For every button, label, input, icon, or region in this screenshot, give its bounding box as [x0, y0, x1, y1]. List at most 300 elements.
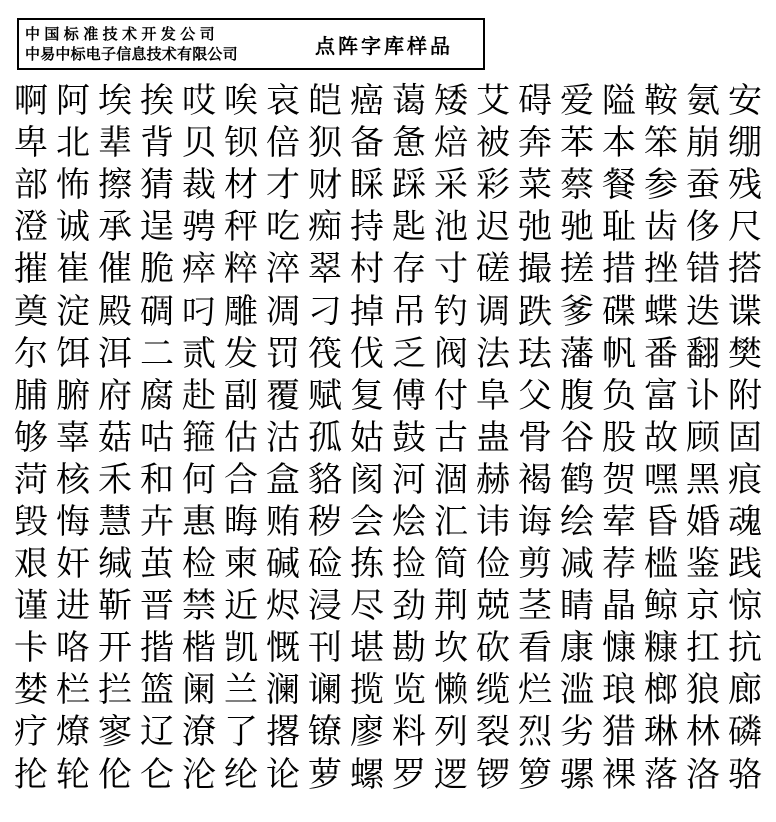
glyph: 痴 [308, 207, 342, 248]
glyph: 翠 [308, 249, 342, 290]
glyph: 诲 [518, 501, 552, 542]
glyph: 仑 [140, 754, 174, 795]
glyph: 勘 [392, 628, 426, 669]
glyph: 催 [98, 249, 132, 290]
glyph: 骆 [728, 754, 762, 795]
glyph: 复 [350, 375, 384, 416]
glyph: 楷 [182, 628, 216, 669]
glyph: 惊 [728, 586, 762, 627]
char-row [10, 459, 766, 501]
glyph: 北 [56, 123, 90, 164]
glyph: 古 [434, 417, 468, 458]
glyph: 搭 [728, 249, 762, 290]
glyph: 篮 [140, 670, 174, 711]
glyph: 挨 [140, 81, 174, 122]
glyph: 故 [644, 417, 678, 458]
glyph: 寸 [434, 249, 468, 290]
glyph: 错 [686, 249, 720, 290]
glyph: 箍 [182, 417, 216, 458]
glyph: 蚕 [686, 165, 720, 206]
glyph: 茧 [140, 544, 174, 585]
glyph: 燎 [56, 712, 90, 753]
glyph: 菏 [14, 459, 48, 500]
glyph: 硷 [308, 544, 342, 585]
header-box [17, 18, 485, 70]
character-grid [10, 80, 766, 796]
glyph: 癌 [350, 81, 384, 122]
glyph: 堪 [350, 628, 384, 669]
glyph: 揩 [140, 628, 174, 669]
char-row [10, 417, 766, 459]
glyph: 澜 [266, 670, 300, 711]
glyph: 落 [644, 754, 678, 795]
glyph: 腐 [140, 375, 174, 416]
glyph: 嘿 [644, 459, 678, 500]
glyph: 拣 [350, 544, 384, 585]
glyph: 缆 [476, 670, 510, 711]
glyph: 才 [266, 165, 300, 206]
glyph: 蔡 [560, 165, 594, 206]
glyph: 砍 [476, 628, 510, 669]
glyph: 残 [728, 165, 762, 206]
glyph: 阂 [350, 459, 384, 500]
glyph: 汇 [434, 501, 468, 542]
glyph: 番 [644, 333, 678, 374]
glyph: 骡 [560, 754, 594, 795]
glyph: 瘁 [182, 249, 216, 290]
glyph: 咕 [140, 417, 174, 458]
glyph: 坎 [434, 628, 468, 669]
glyph: 逞 [140, 207, 174, 248]
glyph: 靳 [98, 586, 132, 627]
glyph: 兰 [224, 670, 258, 711]
glyph: 备 [350, 123, 384, 164]
glyph: 磷 [728, 712, 762, 753]
glyph: 蝶 [644, 291, 678, 332]
glyph: 览 [392, 670, 426, 711]
glyph: 烂 [518, 670, 552, 711]
glyph: 辈 [98, 123, 132, 164]
glyph: 栏 [56, 670, 90, 711]
glyph: 萝 [308, 754, 342, 795]
glyph: 柬 [224, 544, 258, 585]
glyph: 雕 [224, 291, 258, 332]
glyph: 吊 [392, 291, 426, 332]
char-row [10, 164, 766, 206]
glyph: 辽 [140, 712, 174, 753]
glyph: 附 [728, 375, 762, 416]
glyph: 樊 [728, 333, 762, 374]
glyph: 钓 [434, 291, 468, 332]
glyph: 慷 [602, 628, 636, 669]
glyph: 近 [224, 586, 258, 627]
char-row [10, 627, 766, 669]
glyph: 懒 [434, 670, 468, 711]
glyph: 凯 [224, 628, 258, 669]
glyph: 伐 [350, 333, 384, 374]
glyph: 蛊 [476, 417, 510, 458]
glyph: 翻 [686, 333, 720, 374]
glyph: 榔 [644, 670, 678, 711]
glyph: 讣 [686, 375, 720, 416]
glyph: 材 [224, 165, 258, 206]
glyph: 安 [728, 81, 762, 122]
glyph: 澄 [14, 207, 48, 248]
char-row [10, 585, 766, 627]
glyph: 吃 [266, 207, 300, 248]
glyph: 奠 [14, 291, 48, 332]
glyph: 沽 [266, 417, 300, 458]
glyph: 猎 [602, 712, 636, 753]
glyph: 婚 [686, 501, 720, 542]
glyph: 洱 [98, 333, 132, 374]
glyph: 慨 [266, 628, 300, 669]
char-row [10, 501, 766, 543]
glyph: 富 [644, 375, 678, 416]
glyph: 婪 [14, 670, 48, 711]
glyph: 固 [728, 417, 762, 458]
glyph: 阑 [182, 670, 216, 711]
glyph: 骨 [518, 417, 552, 458]
glyph: 揽 [350, 670, 384, 711]
glyph: 列 [434, 712, 468, 753]
glyph: 崩 [686, 123, 720, 164]
glyph: 烩 [392, 501, 426, 542]
glyph: 藩 [560, 333, 594, 374]
glyph: 阀 [434, 333, 468, 374]
glyph: 开 [98, 628, 132, 669]
glyph: 姑 [350, 417, 384, 458]
glyph: 菇 [98, 417, 132, 458]
glyph: 扛 [686, 628, 720, 669]
glyph: 爱 [560, 81, 594, 122]
glyph: 赴 [182, 375, 216, 416]
glyph: 罗 [392, 754, 426, 795]
glyph: 尔 [14, 333, 48, 374]
glyph: 挫 [644, 249, 678, 290]
glyph: 糠 [644, 628, 678, 669]
glyph: 背 [140, 123, 174, 164]
glyph: 腹 [560, 375, 594, 416]
glyph: 粹 [224, 249, 258, 290]
glyph: 逻 [434, 754, 468, 795]
glyph: 贺 [602, 459, 636, 500]
glyph: 迭 [686, 291, 720, 332]
glyph: 啊 [14, 81, 48, 122]
glyph: 奸 [56, 544, 90, 585]
glyph: 疗 [14, 712, 48, 753]
glyph: 撮 [518, 249, 552, 290]
glyph: 晋 [140, 586, 174, 627]
glyph: 阜 [476, 375, 510, 416]
glyph: 绷 [728, 123, 762, 164]
glyph: 琅 [602, 670, 636, 711]
glyph: 裁 [182, 165, 216, 206]
glyph: 睬 [350, 165, 384, 206]
glyph: 缄 [98, 544, 132, 585]
glyph: 淀 [56, 291, 90, 332]
glyph: 法 [476, 333, 510, 374]
glyph: 皑 [308, 81, 342, 122]
glyph: 够 [14, 417, 48, 458]
glyph: 磋 [476, 249, 510, 290]
glyph: 俭 [476, 544, 510, 585]
glyph: 府 [98, 375, 132, 416]
glyph: 禾 [98, 459, 132, 500]
glyph: 琳 [644, 712, 678, 753]
glyph: 烬 [266, 586, 300, 627]
glyph: 饵 [56, 333, 90, 374]
glyph: 顾 [686, 417, 720, 458]
glyph: 抗 [728, 628, 762, 669]
char-row [10, 543, 766, 585]
glyph: 凋 [266, 291, 300, 332]
char-row [10, 290, 766, 332]
glyph: 发 [224, 333, 258, 374]
glyph: 捡 [392, 544, 426, 585]
glyph: 荐 [602, 544, 636, 585]
char-row [10, 80, 766, 122]
glyph: 付 [434, 375, 468, 416]
char-row [10, 122, 766, 164]
glyph: 被 [476, 123, 510, 164]
glyph: 卡 [14, 628, 48, 669]
glyph: 奔 [518, 123, 552, 164]
glyph: 鉴 [686, 544, 720, 585]
glyph: 睛 [560, 586, 594, 627]
glyph: 谷 [560, 417, 594, 458]
glyph: 卉 [140, 501, 174, 542]
glyph: 赫 [476, 459, 510, 500]
glyph: 刊 [308, 628, 342, 669]
glyph: 林 [686, 712, 720, 753]
glyph: 耻 [602, 207, 636, 248]
glyph: 尺 [728, 207, 762, 248]
glyph: 茎 [518, 586, 552, 627]
glyph: 轮 [56, 754, 90, 795]
glyph: 京 [686, 586, 720, 627]
glyph: 鞍 [644, 81, 678, 122]
glyph: 傅 [392, 375, 426, 416]
glyph: 检 [182, 544, 216, 585]
glyph: 兢 [476, 586, 510, 627]
glyph: 股 [602, 417, 636, 458]
glyph: 纶 [224, 754, 258, 795]
glyph: 廊 [728, 670, 762, 711]
glyph: 荤 [602, 501, 636, 542]
glyph: 贰 [182, 333, 216, 374]
glyph: 沦 [182, 754, 216, 795]
glyph: 裸 [602, 754, 636, 795]
glyph: 康 [560, 628, 594, 669]
glyph: 鹤 [560, 459, 594, 500]
glyph: 悔 [56, 501, 90, 542]
glyph: 部 [14, 165, 48, 206]
glyph: 谍 [728, 291, 762, 332]
glyph: 猜 [140, 165, 174, 206]
glyph: 辜 [56, 417, 90, 458]
glyph: 父 [518, 375, 552, 416]
glyph: 看 [518, 628, 552, 669]
glyph: 调 [476, 291, 510, 332]
glyph: 淬 [266, 249, 300, 290]
glyph: 惠 [182, 501, 216, 542]
glyph: 料 [392, 712, 426, 753]
glyph: 践 [728, 544, 762, 585]
glyph: 禁 [182, 586, 216, 627]
glyph: 矮 [434, 81, 468, 122]
glyph: 阿 [56, 81, 90, 122]
glyph: 洛 [686, 754, 720, 795]
glyph: 采 [434, 165, 468, 206]
company-line-2: 中易中标电子信息技术有限公司 [25, 45, 238, 63]
glyph: 叼 [182, 291, 216, 332]
glyph: 寥 [98, 712, 132, 753]
glyph: 劲 [392, 586, 426, 627]
glyph: 孤 [308, 417, 342, 458]
company-names [25, 24, 311, 64]
glyph: 乏 [392, 333, 426, 374]
glyph: 菜 [518, 165, 552, 206]
company-line-1: 中国标准技术开发公司 [25, 25, 220, 43]
glyph: 减 [560, 544, 594, 585]
glyph: 碉 [140, 291, 174, 332]
glyph: 鲸 [644, 586, 678, 627]
glyph: 诚 [56, 207, 90, 248]
char-row [10, 248, 766, 290]
glyph: 埃 [98, 81, 132, 122]
glyph: 苯 [560, 123, 594, 164]
glyph: 狈 [308, 123, 342, 164]
glyph: 筏 [308, 333, 342, 374]
glyph: 怖 [56, 165, 90, 206]
glyph: 貉 [308, 459, 342, 500]
glyph: 艰 [14, 544, 48, 585]
glyph: 痕 [728, 459, 762, 500]
glyph: 合 [224, 459, 258, 500]
glyph: 蔼 [392, 81, 426, 122]
glyph: 驰 [560, 207, 594, 248]
glyph: 碟 [602, 291, 636, 332]
glyph: 廖 [350, 712, 384, 753]
glyph: 承 [98, 207, 132, 248]
char-row [10, 375, 766, 417]
glyph: 镣 [308, 712, 342, 753]
glyph: 碍 [518, 81, 552, 122]
glyph: 赋 [308, 375, 342, 416]
char-row [10, 754, 766, 796]
glyph: 参 [644, 165, 678, 206]
glyph: 裂 [476, 712, 510, 753]
glyph: 昏 [644, 501, 678, 542]
glyph: 爹 [560, 291, 594, 332]
glyph: 盒 [266, 459, 300, 500]
glyph: 摧 [14, 249, 48, 290]
glyph: 滥 [560, 670, 594, 711]
glyph: 论 [266, 754, 300, 795]
glyph: 伦 [98, 754, 132, 795]
glyph: 罚 [266, 333, 300, 374]
glyph: 艾 [476, 81, 510, 122]
glyph: 烈 [518, 712, 552, 753]
glyph: 笨 [644, 123, 678, 164]
glyph: 崔 [56, 249, 90, 290]
glyph: 财 [308, 165, 342, 206]
glyph: 隘 [602, 81, 636, 122]
glyph: 进 [56, 586, 90, 627]
glyph: 抡 [14, 754, 48, 795]
glyph: 哎 [182, 81, 216, 122]
glyph: 慧 [98, 501, 132, 542]
glyph: 倍 [266, 123, 300, 164]
glyph: 珐 [518, 333, 552, 374]
glyph: 帆 [602, 333, 636, 374]
glyph: 匙 [392, 207, 426, 248]
glyph: 核 [56, 459, 90, 500]
glyph: 绘 [560, 501, 594, 542]
glyph: 碱 [266, 544, 300, 585]
glyph: 讳 [476, 501, 510, 542]
char-row [10, 711, 766, 753]
glyph: 脯 [14, 375, 48, 416]
glyph: 狼 [686, 670, 720, 711]
glyph: 彩 [476, 165, 510, 206]
glyph: 二 [140, 333, 174, 374]
glyph: 晶 [602, 586, 636, 627]
glyph: 贝 [182, 123, 216, 164]
glyph: 潦 [182, 712, 216, 753]
glyph: 池 [434, 207, 468, 248]
glyph: 浸 [308, 586, 342, 627]
glyph: 咯 [56, 628, 90, 669]
glyph: 箩 [518, 754, 552, 795]
glyph: 刁 [308, 291, 342, 332]
glyph: 谰 [308, 670, 342, 711]
glyph: 踩 [392, 165, 426, 206]
glyph: 槛 [644, 544, 678, 585]
glyph: 覆 [266, 375, 300, 416]
glyph: 弛 [518, 207, 552, 248]
glyph: 谨 [14, 586, 48, 627]
glyph: 秽 [308, 501, 342, 542]
glyph: 侈 [686, 207, 720, 248]
char-row [10, 206, 766, 248]
char-row [10, 669, 766, 711]
glyph: 本 [602, 123, 636, 164]
glyph: 钡 [224, 123, 258, 164]
glyph: 秤 [224, 207, 258, 248]
glyph: 会 [350, 501, 384, 542]
glyph: 拦 [98, 670, 132, 711]
glyph: 黑 [686, 459, 720, 500]
glyph: 惫 [392, 123, 426, 164]
glyph: 跌 [518, 291, 552, 332]
glyph: 荆 [434, 586, 468, 627]
glyph: 腑 [56, 375, 90, 416]
glyph: 涸 [434, 459, 468, 500]
glyph: 擦 [98, 165, 132, 206]
glyph: 和 [140, 459, 174, 500]
glyph: 晦 [224, 501, 258, 542]
glyph: 措 [602, 249, 636, 290]
glyph: 齿 [644, 207, 678, 248]
glyph: 哀 [266, 81, 300, 122]
glyph: 唉 [224, 81, 258, 122]
glyph: 尽 [350, 586, 384, 627]
glyph: 脆 [140, 249, 174, 290]
glyph: 劣 [560, 712, 594, 753]
glyph: 魂 [728, 501, 762, 542]
